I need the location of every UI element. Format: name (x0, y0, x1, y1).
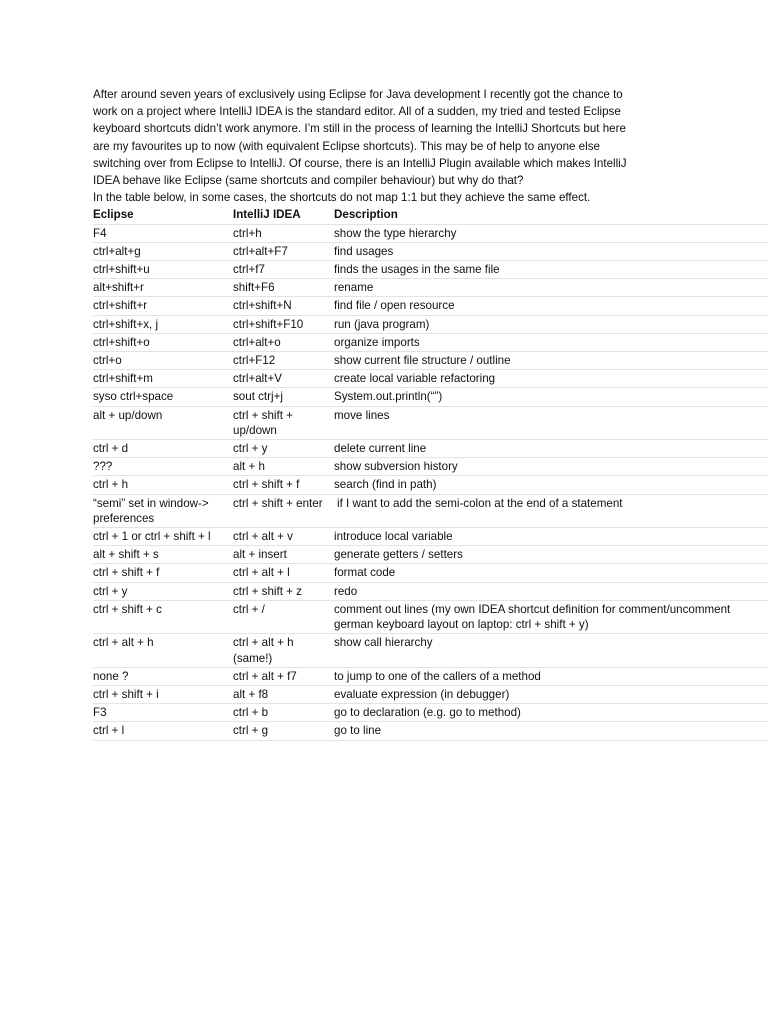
intellij-shortcut-cell: alt + insert (233, 546, 334, 564)
eclipse-shortcut-cell: ctrl + l (93, 722, 233, 740)
intellij-shortcut-cell: ctrl + shift + z (233, 582, 334, 600)
eclipse-shortcut-cell: ctrl + shift + i (93, 685, 233, 703)
description-line: create local variable refactoring (334, 372, 496, 386)
intro-line: work on a project where IntelliJ IDEA is the standard editor. All of a sudden, my tried and tested Eclipse (93, 105, 621, 119)
description-line: german keyboard layout on laptop: ctrl + shift + y) (334, 618, 589, 632)
table-row (93, 333, 768, 351)
intellij-shortcut-cell: ctrl + y (233, 440, 334, 458)
eclipse-shortcut-cell: ctrl + h (93, 476, 233, 494)
table-row (93, 564, 768, 582)
intellij-shortcut-cell: ctrl + alt + l (233, 564, 334, 582)
intellij-shortcut-cell: ctrl+alt+F7 (233, 242, 334, 260)
table-row (93, 667, 768, 685)
intellij-shortcut-cell: ctrl + alt + v (233, 528, 334, 546)
description-line: System.out.println(“”) (334, 390, 443, 404)
description-line: show call hierarchy (334, 636, 433, 650)
description-cell (334, 297, 768, 315)
eclipse-shortcut-cell: ctrl + d (93, 440, 233, 458)
description-line: show current file structure / outline (334, 354, 511, 368)
table-row (93, 494, 768, 527)
description-cell (334, 406, 768, 439)
intellij-shortcut-cell: ctrl+shift+F10 (233, 315, 334, 333)
description-line: search (find in path) (334, 478, 437, 492)
eclipse-shortcut-cell: ctrl + alt + h (93, 634, 233, 667)
description-line: show subversion history (334, 460, 458, 474)
intellij-shortcut-cell: ctrl + shift + up/down (233, 406, 334, 439)
description-cell (334, 333, 768, 351)
description-line: find file / open resource (334, 299, 455, 313)
description-line: move lines (334, 408, 390, 422)
table-row (93, 528, 768, 546)
intellij-shortcut-cell: ctrl+alt+V (233, 370, 334, 388)
description-line: find usages (334, 244, 394, 258)
description-cell (334, 582, 768, 600)
eclipse-shortcut-cell: F3 (93, 704, 233, 722)
table-row (93, 440, 768, 458)
eclipse-shortcut-cell: F4 (93, 224, 233, 242)
eclipse-shortcut-cell: alt+shift+r (93, 279, 233, 297)
header-eclipse: Eclipse (93, 206, 233, 224)
description-cell (334, 370, 768, 388)
eclipse-shortcut-cell: ctrl + shift + c (93, 600, 233, 633)
table-row (93, 279, 768, 297)
intellij-shortcut-cell: ctrl+h (233, 224, 334, 242)
description-line: go to declaration (e.g. go to method) (334, 706, 521, 720)
eclipse-shortcut-cell: ctrl+shift+u (93, 261, 233, 279)
table-row (93, 546, 768, 564)
eclipse-shortcut-cell: ctrl+o (93, 352, 233, 370)
table-row (93, 388, 768, 406)
intellij-shortcut-cell: shift+F6 (233, 279, 334, 297)
description-cell (334, 667, 768, 685)
description-cell (334, 494, 768, 527)
intro-line: In the table below, in some cases, the shortcuts do not map 1:1 but they achieve the same effect. (93, 191, 591, 205)
description-line: rename (334, 281, 374, 295)
description-line: organize imports (334, 335, 420, 349)
table-row (93, 406, 768, 439)
description-line: finds the usages in the same file (334, 263, 500, 277)
intellij-shortcut-cell: alt + h (233, 458, 334, 476)
description-cell (334, 279, 768, 297)
table-row (93, 634, 768, 667)
shortcut-table (93, 206, 768, 740)
intellij-shortcut-cell: sout ctrj+j (233, 388, 334, 406)
eclipse-shortcut-cell: ??? (93, 458, 233, 476)
description-cell (334, 564, 768, 582)
table-row (93, 582, 768, 600)
description-line: comment out lines (my own IDEA shortcut definition for comment/uncomment (334, 602, 731, 616)
description-line: format code (334, 566, 396, 580)
document-page (93, 86, 768, 741)
description-cell (334, 685, 768, 703)
table-row (93, 315, 768, 333)
intellij-shortcut-cell: ctrl+F12 (233, 352, 334, 370)
intellij-shortcut-cell: ctrl+shift+N (233, 297, 334, 315)
eclipse-shortcut-cell: ctrl+shift+o (93, 333, 233, 351)
eclipse-shortcut-cell: syso ctrl+space (93, 388, 233, 406)
description-line: redo (334, 584, 358, 598)
table-row (93, 242, 768, 260)
description-line: to jump to one of the callers of a method (334, 669, 541, 683)
intellij-shortcut-cell: ctrl+alt+o (233, 333, 334, 351)
intellij-shortcut-cell: ctrl + alt + f7 (233, 667, 334, 685)
description-cell (334, 704, 768, 722)
intro-line: are my favourites up to now (with equivalent Eclipse shortcuts). This may be of help to anyone else (93, 139, 600, 153)
eclipse-shortcut-cell: ctrl + 1 or ctrl + shift + l (93, 528, 233, 546)
intellij-shortcut-cell: ctrl + alt + h (same!) (233, 634, 334, 667)
intro-text (93, 86, 768, 206)
eclipse-shortcut-cell: ctrl+shift+r (93, 297, 233, 315)
table-row (93, 458, 768, 476)
description-cell (334, 224, 768, 242)
description-cell (334, 600, 768, 633)
intro-line: After around seven years of exclusively using Eclipse for Java development I recently got the chance to (93, 88, 623, 101)
intellij-shortcut-cell: alt + f8 (233, 685, 334, 703)
intellij-shortcut-cell: ctrl + shift + f (233, 476, 334, 494)
description-line: if I want to add the semi-colon at the end of a statement (337, 496, 623, 510)
table-row (93, 224, 768, 242)
eclipse-shortcut-cell: alt + shift + s (93, 546, 233, 564)
description-cell (334, 528, 768, 546)
eclipse-shortcut-cell: ctrl+shift+x, j (93, 315, 233, 333)
description-cell (334, 458, 768, 476)
eclipse-shortcut-cell: alt + up/down (93, 406, 233, 439)
header-intellij: IntelliJ IDEA (233, 206, 334, 224)
table-row (93, 722, 768, 740)
intellij-shortcut-cell: ctrl + b (233, 704, 334, 722)
table-row (93, 600, 768, 633)
description-cell (334, 261, 768, 279)
table-row (93, 297, 768, 315)
description-cell (334, 242, 768, 260)
description-cell (334, 315, 768, 333)
table-row (93, 704, 768, 722)
description-cell (334, 476, 768, 494)
intellij-shortcut-cell: ctrl + / (233, 600, 334, 633)
intro-line: IDEA behave like Eclipse (same shortcuts and compiler behaviour) but why do that? (93, 174, 524, 188)
eclipse-shortcut-cell: ctrl + y (93, 582, 233, 600)
table-header-row (93, 206, 768, 224)
intro-line: keyboard shortcuts didn’t work anymore. I’m still in the process of learning the IntelliJ Shortcuts but here (93, 122, 626, 136)
description-cell (334, 722, 768, 740)
eclipse-shortcut-cell: “semi” set in window-> preferences (93, 494, 233, 527)
table-row (93, 685, 768, 703)
description-line: go to line (334, 724, 382, 738)
description-cell (334, 440, 768, 458)
table-row (93, 352, 768, 370)
eclipse-shortcut-cell: none ? (93, 667, 233, 685)
table-row (93, 476, 768, 494)
header-description: Description (334, 206, 768, 224)
description-cell (334, 546, 768, 564)
intellij-shortcut-cell: ctrl+f7 (233, 261, 334, 279)
table-row (93, 261, 768, 279)
description-line: show the type hierarchy (334, 226, 457, 240)
description-cell (334, 634, 768, 667)
description-line: evaluate expression (in debugger) (334, 687, 510, 701)
description-line: generate getters / setters (334, 548, 463, 562)
eclipse-shortcut-cell: ctrl+alt+g (93, 242, 233, 260)
description-line: delete current line (334, 442, 427, 456)
intellij-shortcut-cell: ctrl + shift + enter (233, 494, 334, 527)
eclipse-shortcut-cell: ctrl + shift + f (93, 564, 233, 582)
eclipse-shortcut-cell: ctrl+shift+m (93, 370, 233, 388)
description-line: introduce local variable (334, 530, 453, 544)
description-cell (334, 388, 768, 406)
intro-line: switching over from Eclipse to IntelliJ. Of course, there is an IntelliJ Plugin available which makes IntelliJ (93, 156, 627, 170)
table-body (93, 224, 768, 740)
table-row (93, 370, 768, 388)
description-cell (334, 352, 768, 370)
intellij-shortcut-cell: ctrl + g (233, 722, 334, 740)
description-line: run (java program) (334, 317, 430, 331)
